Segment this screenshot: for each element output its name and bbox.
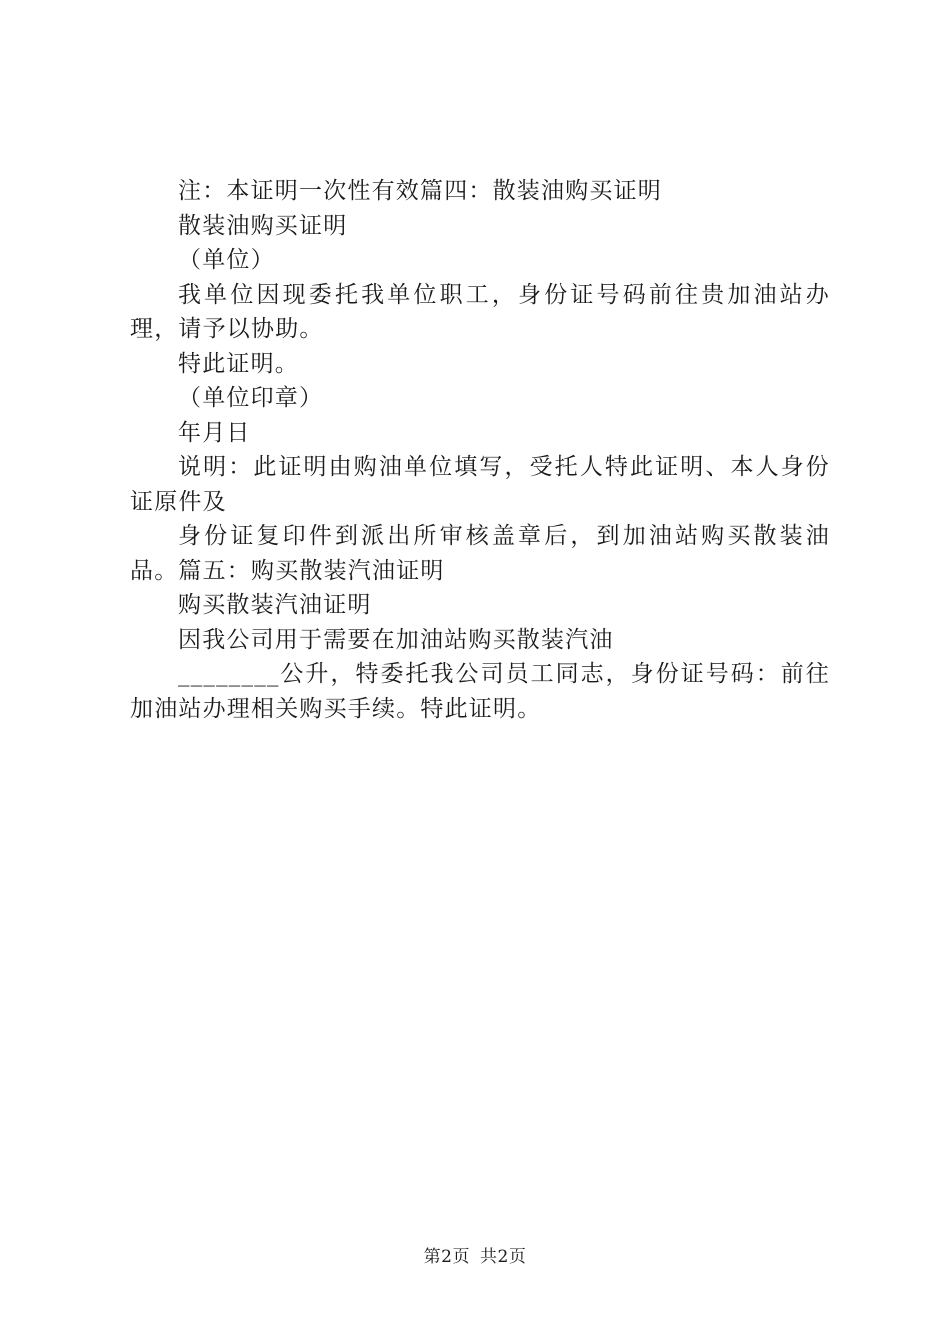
paragraph-delegation: 我单位因现委托我单位职工，身份证号码前往贵加油站办理，请予以协助。 (130, 281, 830, 342)
paragraph-date: 年月日 (178, 419, 251, 446)
paragraph-title-gasoline: 购买散装汽油证明 (178, 592, 372, 618)
document-body (130, 174, 830, 726)
paragraph-id-copy: 身份证复印件到派出所审核盖章后，到加油站购买散装油品。篇五：购买散装汽油证明 (130, 523, 830, 584)
paragraph-explanation: 说明：此证明由购油单位填写，受托人特此证明、本人身份证原件及 (130, 454, 830, 515)
paragraph-hereby-certify: 特此证明。 (178, 350, 299, 377)
paragraph-title-bulk-oil: 散装油购买证明 (178, 212, 348, 239)
page-number-current: 第2页 (423, 1247, 470, 1267)
paragraph-note: 注：本证明一次性有效篇四：散装油购买证明 (178, 178, 662, 204)
paragraph-unit: （单位） (178, 247, 275, 273)
paragraph-liters: ________公升，特委托我公司员工同志，身份证号码：前往加油站办理相关购买手续。特此证明。 (130, 661, 830, 722)
paragraph-company-need: 因我公司用于需要在加油站购买散装汽油 (178, 626, 614, 653)
page-number-total: 共2页 (480, 1247, 527, 1267)
page-footer (0, 1242, 950, 1267)
paragraph-unit-seal: （单位印章） (178, 385, 324, 411)
